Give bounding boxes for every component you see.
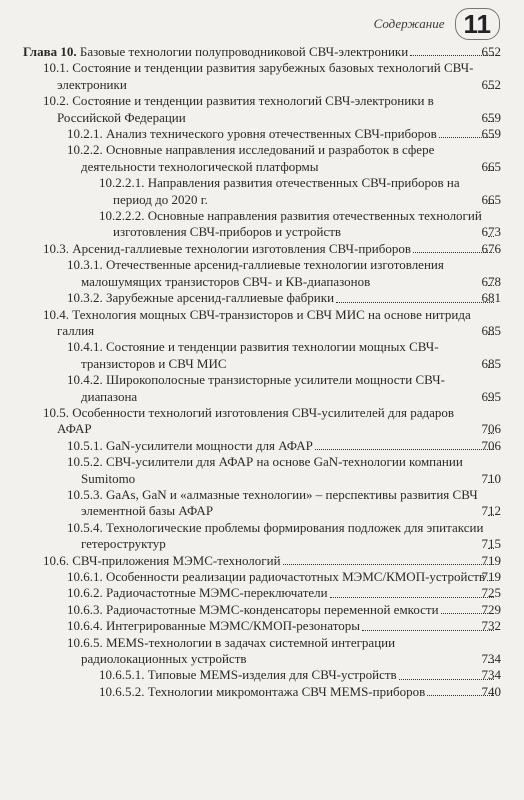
toc-entry[interactable] xyxy=(67,635,501,668)
toc-entry-page: 712 xyxy=(481,503,501,519)
toc-entry-title: 10.2.2. Основные направления исследований и разработок в сфере деятельности технологической платформы xyxy=(67,142,435,174)
toc-entry-title: 10.5.2. СВЧ-усилители для АФАР на основе GaN-технологии компании Sumitomo xyxy=(67,454,463,486)
dot-leader xyxy=(315,449,494,450)
dot-leader xyxy=(283,564,494,565)
toc-entry-title: 10.4.2. Широкополосные транзисторные усилители мощности СВЧ-диапазона xyxy=(67,372,445,404)
toc-entry-page: 732 xyxy=(481,618,501,634)
toc-entry-page: 706 xyxy=(481,437,501,453)
toc-entry[interactable] xyxy=(43,307,501,340)
toc-entry-page: 652 xyxy=(481,76,501,92)
toc-entry[interactable] xyxy=(99,208,501,241)
page-number: 11 xyxy=(455,8,501,40)
toc-entry-title: 10.3. Арсенид-галлиевые технологии изготовления СВЧ-приборов xyxy=(43,240,411,256)
toc-entry-title: 10.6.4. Интегрированные МЭМС/КМОП-резонаторы xyxy=(67,618,360,634)
toc-entry-title: 10.1. Состояние и тенденции развития зарубежных базовых технологий СВЧ-электроники xyxy=(43,60,474,92)
toc-entry-page: 685 xyxy=(481,322,501,338)
toc-entry-title: 10.5.1. GaN-усилители мощности для АФАР xyxy=(67,437,313,453)
toc-entry-page: 681 xyxy=(481,290,501,306)
dot-leader xyxy=(336,302,493,303)
toc-entry-title: 10.6.1. Особенности реализации радиочастотных МЭМС/КМОП-устройств xyxy=(67,569,486,584)
toc-entry[interactable] xyxy=(23,44,501,60)
toc-entry-title: 10.2. Состояние и тенденции развития технологий СВЧ-электроники в Российской Федерации xyxy=(43,93,434,125)
toc-entry[interactable] xyxy=(99,684,501,700)
toc-entry[interactable] xyxy=(67,126,501,142)
toc-entry-page: 676 xyxy=(481,240,501,256)
toc-entry[interactable] xyxy=(99,175,501,208)
toc-entry-title: 10.2.2.1. Направления развития отечественных СВЧ-приборов на период до 2020 г. xyxy=(99,175,460,207)
toc-entry-page: 665 xyxy=(481,158,501,174)
toc-entry-title: 10.2.1. Анализ технического уровня отечественных СВЧ-приборов xyxy=(67,126,437,142)
toc-entry-page: 659 xyxy=(481,126,501,142)
toc-entry[interactable] xyxy=(43,93,501,126)
toc-entry[interactable] xyxy=(67,142,501,175)
toc-entry-page: 673 xyxy=(481,224,501,240)
toc-entry-page: 652 xyxy=(481,44,501,59)
section-title: Содержание xyxy=(373,16,445,31)
dot-leader xyxy=(330,597,494,598)
toc-entry-page: 719 xyxy=(481,552,501,568)
toc-entry-title: Глава 10. Базовые технологии полупроводниковой СВЧ-электроники xyxy=(23,44,409,59)
toc-entry-page: 734 xyxy=(481,667,501,683)
toc-entry[interactable] xyxy=(67,585,501,601)
toc-entry-title: 10.5.3. GaAs, GaN и «алмазные технологии» – перспективы развития СВЧ элементной базы АФАР xyxy=(67,486,478,519)
toc-entry[interactable] xyxy=(43,553,501,569)
toc-entry-page: 659 xyxy=(481,109,501,125)
toc-entry-title: 10.6.2. Радиочастотные МЭМС-переключатели xyxy=(67,585,328,601)
toc-entry-page: 678 xyxy=(481,273,501,289)
toc-entry[interactable] xyxy=(67,618,501,634)
table-of-contents xyxy=(23,44,501,700)
toc-entry[interactable] xyxy=(43,405,501,438)
toc-entry[interactable] xyxy=(43,60,501,93)
toc-entry-page: 685 xyxy=(481,355,501,371)
toc-entry-page: 710 xyxy=(481,470,501,486)
toc-entry[interactable] xyxy=(67,257,501,290)
toc-entry-page: 719 xyxy=(481,569,501,584)
page-header xyxy=(374,8,500,40)
toc-entry[interactable] xyxy=(67,438,501,454)
toc-entry-title: 10.6.5.1. Типовые MEMS-изделия для СВЧ-устройств xyxy=(99,667,397,683)
toc-entry-title: 10.5.4. Технологические проблемы формирования подложек для эпитаксии гетероструктур xyxy=(67,519,484,552)
toc-entry[interactable] xyxy=(67,290,501,306)
toc-entry-title: 10.3.1. Отечественные арсенид-галлиевые технологии изготовления малошумящих транзисторов СВЧ- и КВ-диапазонов xyxy=(67,257,444,289)
toc-entry[interactable] xyxy=(67,454,501,487)
toc-entry[interactable] xyxy=(67,487,501,520)
toc-entry[interactable] xyxy=(67,602,501,618)
toc-entry-page: 740 xyxy=(481,683,501,699)
toc-entry-title: 10.6.5. MEMS-технологии в задачах системной интеграции радиолокационных устройств xyxy=(67,634,396,667)
toc-entry[interactable] xyxy=(67,372,501,405)
dot-leader xyxy=(399,679,494,680)
toc-entry[interactable] xyxy=(67,569,501,585)
toc-entry-title: 10.2.2.2. Основные направления развития отечественных технологий изготовления СВЧ-приборов и устройств xyxy=(99,208,482,240)
toc-entry-page: 706 xyxy=(481,421,501,437)
toc-entry[interactable] xyxy=(67,339,501,372)
toc-entry-page: 715 xyxy=(481,536,501,552)
dot-leader xyxy=(362,630,494,631)
toc-entry-title: 10.5. Особенности технологий изготовления СВЧ-усилителей для радаров АФАР xyxy=(43,404,455,437)
toc-entry[interactable] xyxy=(99,667,501,683)
toc-entry-title: 10.4. Технология мощных СВЧ-транзисторов и СВЧ МИС на основе нитрида галлия xyxy=(43,306,471,338)
toc-entry[interactable] xyxy=(43,241,501,257)
toc-entry-page: 695 xyxy=(481,388,501,404)
toc-entry-title: 10.6.3. Радиочастотные МЭМС-конденсаторы переменной емкости xyxy=(67,601,439,617)
toc-entry-title: 10.6.5.2. Технологии микромонтажа СВЧ MEMS-приборов xyxy=(99,683,426,699)
toc-entry-number: Глава 10. xyxy=(23,44,77,59)
toc-entry-title: 10.6. СВЧ-приложения МЭМС-технологий xyxy=(43,552,281,568)
toc-entry[interactable] xyxy=(67,520,501,553)
toc-entry-page: 665 xyxy=(481,191,501,207)
toc-entry-page: 729 xyxy=(481,601,501,617)
toc-entry-page: 725 xyxy=(481,585,501,601)
toc-entry-page: 734 xyxy=(481,651,501,667)
toc-entry-title: 10.4.1. Состояние и тенденции развития технологии мощных СВЧ-транзисторов и СВЧ МИС xyxy=(67,339,439,371)
toc-entry-title: 10.3.2. Зарубежные арсенид-галлиевые фабрики xyxy=(67,290,335,306)
